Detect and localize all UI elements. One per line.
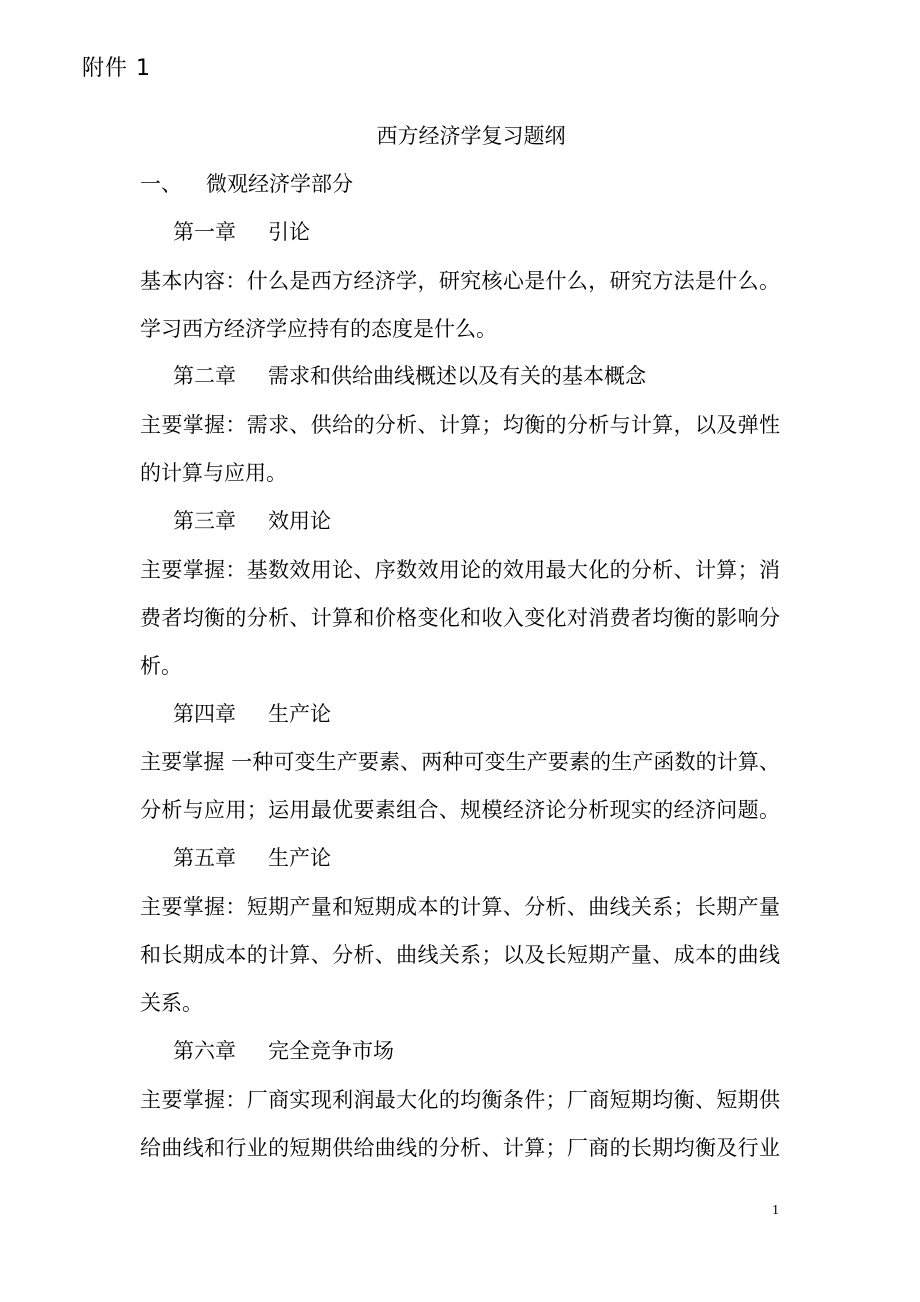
chapter-title: 需求和供给曲线概述以及有关的基本概念 bbox=[268, 364, 646, 388]
document-title: 西方经济学复习题纲 bbox=[376, 124, 566, 148]
chapter-description bbox=[140, 546, 780, 690]
paragraph-line: 的计算与应用。 bbox=[140, 461, 287, 485]
chapter-description bbox=[140, 738, 780, 834]
chapter-title: 生产论 bbox=[268, 702, 331, 726]
chapter-description bbox=[140, 257, 780, 353]
chapter-heading bbox=[173, 359, 646, 393]
page-number: 1 bbox=[772, 1203, 779, 1218]
chapter-description bbox=[140, 401, 780, 497]
paragraph-line: 给曲线和行业的短期供给曲线的分析、计算；厂商的长期均衡及行业 bbox=[140, 1136, 780, 1160]
paragraph-line: 主要掌握：需求、供给的分析、计算；均衡的分析与计算，以及弹性 bbox=[140, 413, 780, 437]
chapter-heading bbox=[173, 841, 331, 875]
paragraph-line: 主要掌握：短期产量和短期成本的计算、分析、曲线关系；长期产量 bbox=[140, 895, 780, 919]
paragraph-line: 分析与应用；运用最优要素组合、规模经济论分析现实的经济问题。 bbox=[140, 798, 780, 822]
chapter-heading bbox=[173, 215, 310, 249]
chapter-title: 效用论 bbox=[268, 509, 331, 533]
paragraph-line: 基本内容：什么是西方经济学，研究核心是什么，研究方法是什么。 bbox=[140, 269, 780, 293]
attachment-label: 附件 1 bbox=[82, 56, 151, 81]
paragraph-line: 学习西方经济学应持有的态度是什么。 bbox=[140, 317, 497, 341]
paragraph-line: 析。 bbox=[140, 654, 182, 678]
chapter-heading bbox=[173, 697, 331, 731]
paragraph-line: 费者均衡的分析、计算和价格变化和收入变化对消费者均衡的影响分 bbox=[140, 606, 780, 630]
paragraph-line: 主要掌握：厂商实现利润最大化的均衡条件；厂商短期均衡、短期供 bbox=[140, 1088, 780, 1112]
chapter-description bbox=[140, 883, 780, 1027]
paragraph-line: 关系。 bbox=[140, 991, 203, 1015]
chapter-description bbox=[140, 1076, 780, 1172]
chapter-number: 第六章 bbox=[173, 1039, 236, 1063]
chapter-heading bbox=[173, 504, 331, 538]
chapter-title: 生产论 bbox=[268, 846, 331, 870]
chapter-title: 引论 bbox=[268, 220, 310, 244]
part-title: 微观经济学部分 bbox=[206, 172, 353, 196]
chapter-number: 第四章 bbox=[173, 702, 236, 726]
part-number: 一、 bbox=[140, 172, 182, 196]
chapter-heading bbox=[173, 1034, 394, 1068]
paragraph-line: 主要掌握：基数效用论、序数效用论的效用最大化的分析、计算；消 bbox=[140, 558, 780, 582]
paragraph-line: 和长期成本的计算、分析、曲线关系；以及长短期产量、成本的曲线 bbox=[140, 943, 780, 967]
chapter-number: 第五章 bbox=[173, 846, 236, 870]
chapter-title: 完全竞争市场 bbox=[268, 1039, 394, 1063]
chapter-number: 第三章 bbox=[173, 509, 236, 533]
paragraph-line: 主要掌握 一种可变生产要素、两种可变生产要素的生产函数的计算、 bbox=[140, 750, 780, 774]
chapter-number: 第二章 bbox=[173, 364, 236, 388]
chapter-number: 第一章 bbox=[173, 220, 236, 244]
